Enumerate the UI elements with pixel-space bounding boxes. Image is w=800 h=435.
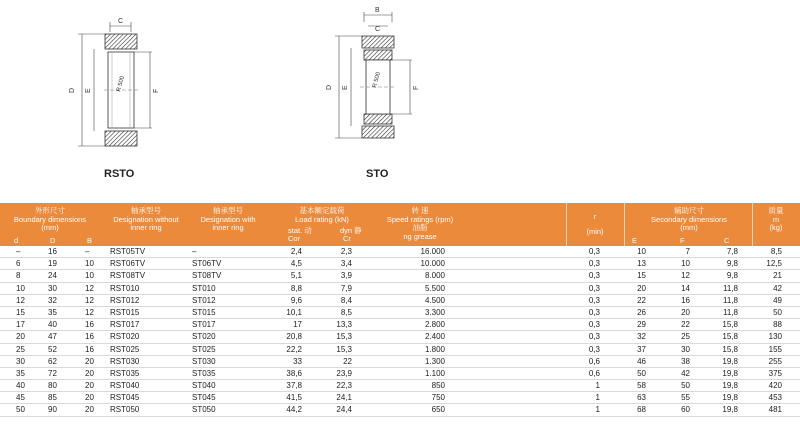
cell-cor: 9,6 <box>290 295 302 305</box>
secondary-header: 辅助尺寸 Secondary dimensions (mm) <box>651 206 727 232</box>
cell-cor: 20,8 <box>286 332 302 342</box>
cell-E: 37 <box>637 344 646 354</box>
cell-D: 80 <box>48 381 57 391</box>
cell-C: 11,8 <box>723 295 738 305</box>
cell-F: 38 <box>681 356 690 366</box>
cell-d: 20 <box>16 332 25 342</box>
cell-r: 1 <box>595 381 600 391</box>
cell-E: 13 <box>637 259 646 269</box>
cell-d: 12 <box>16 295 25 305</box>
cell-r: 0,3 <box>588 307 600 317</box>
cell-F: 42 <box>681 368 690 378</box>
cell-cr: 8,4 <box>340 295 352 305</box>
cell-speed: 16.000 <box>420 247 445 256</box>
table-row <box>0 270 800 282</box>
cell-d: 45 <box>16 393 25 403</box>
cell-speed: 8.000 <box>424 271 445 281</box>
technical-drawings <box>0 0 800 200</box>
cell-F: 20 <box>681 307 690 317</box>
cell-D: 47 <box>48 332 57 342</box>
table-row <box>0 368 800 380</box>
cell-m: 12,5 <box>766 259 782 269</box>
cell-w: ST035 <box>192 368 216 378</box>
cell-r: 1 <box>595 393 600 403</box>
cell-D: 16 <box>48 247 57 256</box>
table-row <box>0 307 800 319</box>
cell-C: 19,8 <box>722 393 738 403</box>
cell-B: 10 <box>85 271 94 281</box>
cell-B: 20 <box>85 405 94 415</box>
cell-cr: 23,9 <box>336 368 352 378</box>
cell-speed: 5.500 <box>424 283 445 293</box>
sto-radius-label: R 500 <box>372 71 383 89</box>
cell-B: – <box>85 247 90 256</box>
sto-width-label: B <box>375 7 380 14</box>
cell-r: 0,3 <box>588 332 600 342</box>
cell-d: 8 <box>16 271 21 281</box>
cell-cor: 2,4 <box>290 247 302 256</box>
cell-B: 20 <box>85 356 94 366</box>
cell-C: 9,8 <box>726 271 738 281</box>
col-E: E <box>632 236 638 245</box>
cell-E: 29 <box>637 320 646 330</box>
cell-wo: RST030 <box>110 356 140 366</box>
table-row <box>0 258 800 270</box>
cell-r: 0,3 <box>588 247 600 256</box>
cell-speed: 10.000 <box>420 259 445 269</box>
table-body <box>0 246 800 417</box>
cell-D: 62 <box>48 356 57 366</box>
cell-E: 63 <box>637 393 646 403</box>
cell-cr: 8,5 <box>340 307 352 317</box>
cell-B: 10 <box>85 259 94 269</box>
cell-E: 22 <box>637 295 646 305</box>
cell-C: 19,8 <box>722 368 738 378</box>
cell-F: 14 <box>681 283 690 293</box>
cell-wo: RST050 <box>110 405 140 415</box>
cell-C: 15,8 <box>722 320 738 330</box>
cell-cr: 13,3 <box>336 320 352 330</box>
cell-cr: 22,3 <box>336 381 352 391</box>
cell-cor: 41,5 <box>286 393 302 403</box>
rsto-d-label: D <box>69 87 76 93</box>
cell-m: 481 <box>768 405 782 415</box>
cell-r: 0,3 <box>588 344 600 354</box>
table-row <box>0 246 800 258</box>
cell-F: 50 <box>681 381 690 391</box>
table-row <box>0 356 800 368</box>
cell-cor: 8,8 <box>290 283 302 293</box>
cell-r: 0,6 <box>588 368 600 378</box>
cell-speed: 2.800 <box>424 320 445 330</box>
cell-B: 12 <box>85 283 94 293</box>
col-D: D <box>50 236 56 245</box>
sto-width2-label: C <box>375 26 381 33</box>
cell-F: 55 <box>681 393 690 403</box>
cell-w: ST012 <box>192 295 216 305</box>
speed-header: 转 速 Speed ratings (rpm) 油脂 ng grease <box>386 206 454 241</box>
cell-r: 0,3 <box>588 320 600 330</box>
cell-E: 68 <box>637 405 646 415</box>
cell-C: 15,8 <box>722 332 738 342</box>
cell-w: ST017 <box>192 320 216 330</box>
cell-B: 16 <box>85 320 94 330</box>
cell-r: 0,3 <box>588 283 600 293</box>
cell-B: 20 <box>85 393 94 403</box>
cell-wo: RST025 <box>110 344 140 354</box>
sto-f-label: F <box>413 85 420 90</box>
table-row <box>0 392 800 404</box>
rsto-radius-label: R 500 <box>116 75 127 93</box>
table-row <box>0 295 800 307</box>
cell-speed: 3.300 <box>424 307 445 317</box>
cell-B: 20 <box>85 381 94 391</box>
cell-w: ST030 <box>192 356 216 366</box>
cell-speed: 2.400 <box>424 332 445 342</box>
cell-D: 85 <box>48 393 57 403</box>
cell-F: 10 <box>681 259 690 269</box>
cell-cr: 3,9 <box>340 271 352 281</box>
cell-cor: 4,5 <box>290 259 302 269</box>
cell-wo: RST045 <box>110 393 140 403</box>
cell-wo: RST035 <box>110 368 140 378</box>
rsto-drawing <box>69 18 160 146</box>
cell-m: 21 <box>773 271 782 281</box>
cell-wo: RST020 <box>110 332 140 342</box>
cell-cr: 22 <box>343 356 352 366</box>
cell-D: 32 <box>48 295 57 305</box>
cell-cr: 15,3 <box>336 332 352 342</box>
cell-E: 10 <box>637 247 646 256</box>
bearing-table <box>0 203 800 417</box>
table-row <box>0 283 800 295</box>
cell-D: 24 <box>48 271 57 281</box>
cell-C: 9,8 <box>726 259 738 269</box>
table-row <box>0 344 800 356</box>
cell-cor: 5,1 <box>290 271 302 281</box>
cell-D: 30 <box>48 283 57 293</box>
cell-m: 42 <box>773 283 782 293</box>
cell-F: 12 <box>681 271 690 281</box>
col-d: d <box>14 236 19 245</box>
cell-B: 16 <box>85 332 94 342</box>
cell-cr: 15,3 <box>336 344 352 354</box>
cell-m: 130 <box>768 332 782 342</box>
cell-F: 7 <box>685 247 690 256</box>
cell-d: – <box>16 247 21 256</box>
cell-D: 90 <box>48 405 57 415</box>
rsto-caption: RSTO <box>104 168 135 180</box>
cell-w: ST06TV <box>192 259 222 269</box>
table-header <box>0 203 800 246</box>
table-row <box>0 331 800 343</box>
cell-m: 255 <box>768 356 782 366</box>
cell-cr: 7,9 <box>340 283 352 293</box>
cell-E: 32 <box>637 332 646 342</box>
cell-cr: 3,4 <box>340 259 352 269</box>
cell-F: 25 <box>681 332 690 342</box>
cell-cor: 37,8 <box>286 381 302 391</box>
cell-C: 11,8 <box>723 307 738 317</box>
sto-caption: STO <box>366 168 389 180</box>
cell-C: 7,8 <box>726 247 738 256</box>
cell-cr: 24,1 <box>336 393 352 403</box>
cr-label: Cr <box>343 234 351 243</box>
cell-m: 8,5 <box>770 247 782 256</box>
cell-r: 0,3 <box>588 271 600 281</box>
cell-d: 15 <box>16 307 25 317</box>
cell-speed: 1.100 <box>424 368 445 378</box>
table-row <box>0 319 800 331</box>
cell-E: 15 <box>637 271 646 281</box>
sto-d-label: D <box>326 84 333 90</box>
cell-C: 19,8 <box>722 381 738 391</box>
cell-E: 50 <box>637 368 646 378</box>
cell-B: 12 <box>85 295 94 305</box>
cell-r: 1 <box>595 405 600 415</box>
cell-m: 49 <box>773 295 782 305</box>
designation-with-header: 轴承型号 Designation with inner ring <box>200 206 256 232</box>
cell-r: 0,3 <box>588 295 600 305</box>
sto-drawing <box>326 7 420 138</box>
cell-r: 0,3 <box>588 259 600 269</box>
table-row <box>0 380 800 392</box>
cell-w: ST020 <box>192 332 216 342</box>
sto-e-label: E <box>342 85 349 90</box>
rsto-e-label: E <box>85 88 92 93</box>
cell-wo: RST010 <box>110 283 140 293</box>
cell-D: 35 <box>48 307 57 317</box>
cell-m: 420 <box>768 381 782 391</box>
stat-label: stat. 动 <box>288 226 312 235</box>
cell-w: ST045 <box>192 393 216 403</box>
cell-cr: 2,3 <box>340 247 352 256</box>
cell-speed: 1.300 <box>424 356 445 366</box>
col-F: F <box>680 236 685 245</box>
cell-F: 16 <box>681 295 690 305</box>
cell-w: – <box>192 247 197 256</box>
cell-E: 58 <box>637 381 646 391</box>
cell-d: 50 <box>16 405 25 415</box>
designation-without-header: 轴承型号 Designation without inner ring <box>113 206 179 232</box>
cell-w: ST08TV <box>192 271 222 281</box>
cell-wo: RST017 <box>110 320 140 330</box>
col-B: B <box>87 236 93 245</box>
cell-cor: 22,2 <box>286 344 302 354</box>
cell-cor: 44,2 <box>286 405 302 415</box>
cell-E: 46 <box>637 356 646 366</box>
cell-F: 60 <box>681 405 690 415</box>
r-header: r (min) <box>586 212 604 236</box>
cell-w: ST040 <box>192 381 216 391</box>
cell-d: 6 <box>16 259 21 269</box>
cell-wo: RST012 <box>110 295 140 305</box>
cell-m: 375 <box>768 368 782 378</box>
cell-m: 453 <box>768 393 782 403</box>
cell-D: 52 <box>48 344 57 354</box>
cell-speed: 1.800 <box>424 344 445 354</box>
rsto-f-label: F <box>153 88 160 93</box>
cell-r: 0,6 <box>588 356 600 366</box>
cell-cr: 24,4 <box>336 405 352 415</box>
cell-C: 19,8 <box>722 356 738 366</box>
cell-speed: 4.500 <box>424 295 445 305</box>
load-rating-header: 基本额定载荷 Load rating (kN) <box>295 206 349 224</box>
cell-w: ST050 <box>192 405 216 415</box>
cor-label: Cor <box>288 234 301 243</box>
dyn-label: dyn 静 <box>340 226 362 235</box>
table-row <box>0 404 800 416</box>
cell-cor: 38,6 <box>286 368 302 378</box>
cell-B: 20 <box>85 368 94 378</box>
cell-wo: RST08TV <box>110 271 146 281</box>
cell-d: 25 <box>16 344 25 354</box>
cell-d: 35 <box>16 368 25 378</box>
mass-header: 质量 m (kg) <box>768 206 784 232</box>
cell-d: 30 <box>16 356 25 366</box>
cell-m: 155 <box>768 344 782 354</box>
cell-wo: RST040 <box>110 381 140 391</box>
cell-wo: RST015 <box>110 307 140 317</box>
cell-C: 15,8 <box>722 344 738 354</box>
cell-speed: 750 <box>431 393 445 403</box>
cell-cor: 10,1 <box>286 307 302 317</box>
cell-wo: RST05TV <box>110 247 146 256</box>
cell-B: 16 <box>85 344 94 354</box>
boundary-header: 外形尺寸 Boundary dimensions (mm) <box>13 206 87 232</box>
cell-d: 40 <box>16 381 25 391</box>
cell-speed: 850 <box>431 381 445 391</box>
cell-F: 30 <box>681 344 690 354</box>
col-C: C <box>724 236 730 245</box>
cell-C: 19,8 <box>722 405 738 415</box>
cell-wo: RST06TV <box>110 259 146 269</box>
cell-speed: 650 <box>431 405 445 415</box>
cell-B: 12 <box>85 307 94 317</box>
cell-D: 72 <box>48 368 57 378</box>
cell-C: 11,8 <box>723 283 738 293</box>
cell-d: 10 <box>16 283 25 293</box>
cell-E: 26 <box>637 307 646 317</box>
cell-cor: 17 <box>293 320 302 330</box>
cell-w: ST015 <box>192 307 216 317</box>
cell-m: 88 <box>773 320 782 330</box>
cell-w: ST010 <box>192 283 216 293</box>
cell-D: 19 <box>48 259 57 269</box>
cell-m: 50 <box>773 307 782 317</box>
cell-cor: 33 <box>293 356 302 366</box>
cell-E: 20 <box>637 283 646 293</box>
cell-w: ST025 <box>192 344 216 354</box>
cell-d: 17 <box>16 320 25 330</box>
cell-D: 40 <box>48 320 57 330</box>
rsto-width-label: C <box>118 18 124 25</box>
cell-F: 22 <box>681 320 690 330</box>
